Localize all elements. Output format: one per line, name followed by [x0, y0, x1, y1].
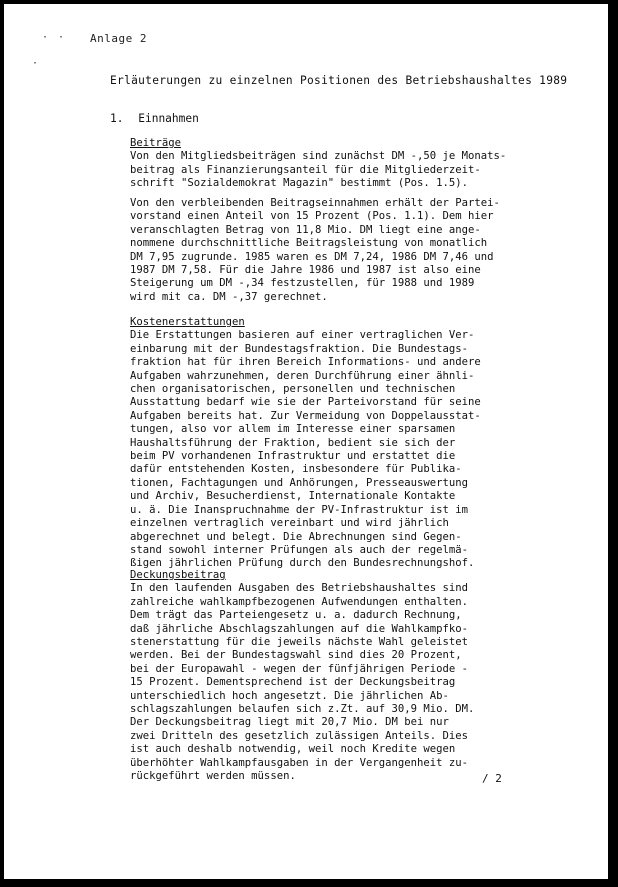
- text-line: Dem trägt das Parteiengesetz u. a. dadurch Rechnung,: [130, 609, 462, 622]
- text-line: wird mit ca. DM -,37 gerechnet.: [130, 290, 328, 303]
- paragraph-deckungsbeitrag: [130, 569, 555, 784]
- text-line: Von den verbleibenden Beitragseinnahmen erhält der Partei-: [130, 197, 500, 209]
- text-line: u. ä. Die Inanspruchnahme der PV-Infrastruktur ist im: [130, 503, 469, 516]
- text-line: daß jährliche Abschlagszahlungen auf die Wahlkampfko-: [130, 622, 469, 635]
- text-line: einzelnen vertraglich vereinbart und wird jährlich: [130, 517, 449, 530]
- section-heading: [110, 112, 199, 125]
- page-continuation-marker: / 2: [482, 772, 502, 785]
- text-line: tionen, Fachtagungen und Anhörungen, Presseauswertung: [130, 476, 469, 489]
- text-line: Von den Mitgliedsbeiträgen sind zunächst DM -,50 je Monats-: [130, 150, 507, 163]
- attachment-label: Anlage 2: [90, 32, 147, 45]
- text-line: DM 7,95 zugrunde. 1985 waren es DM 7,24, 1986 DM 7,46 und: [130, 250, 494, 263]
- paragraph-beitraege: [130, 137, 555, 191]
- text-line: stenerstattung für die jeweils nächste Wahl geleistet: [130, 636, 469, 649]
- text-line: Aufgaben wahrzunehmen, deren Durchführung einer ähnli-: [130, 369, 475, 382]
- text-line: veranschlagten Betrag von 11,8 Mio. DM liegt eine ange-: [130, 223, 481, 236]
- text-line: stand sowohl interner Prüfungen als auch der regelmä-: [130, 543, 469, 556]
- text-line: einbarung mit der Bundestagsfraktion. Die Bundestags-: [130, 342, 469, 355]
- text-line: schlagszahlungen belaufen sich z.Zt. auf 30,9 Mio. DM.: [130, 703, 475, 716]
- text-line: unterschiedlich hoch angesetzt. Die jährlichen Ab-: [130, 689, 449, 702]
- text-line: beitrag als Finanzierungsanteil für die Mitgliederzeit-: [130, 163, 481, 176]
- text-line: rückgeführt werden müssen.: [130, 770, 296, 783]
- text-line: bei der Europawahl - wegen der fünfjährigen Periode -: [130, 662, 469, 675]
- paragraph-beitragseinnahmen: [130, 197, 555, 304]
- text-line: Aufgaben bereits hat. Zur Vermeidung von Doppelausstat-: [130, 409, 481, 422]
- scan-border-right: [608, 0, 618, 887]
- text-line: schrift "Sozialdemokrat Magazin" bestimmt (Pos. 1.5).: [130, 177, 469, 190]
- text-line: nommene durchschnittliche Beitragsleistung von monatlich: [130, 237, 488, 250]
- text-line: beim PV vorhandenen Infrastruktur und erstattet die: [130, 450, 456, 463]
- document-page: [4, 4, 608, 879]
- text-line: vorstand einen Anteil von 15 Prozent (Pos. 1.1). Dem hier: [130, 210, 494, 223]
- text-line: überhöhter Wahlkampfausgaben in der Vergangenheit zu-: [130, 756, 469, 769]
- text-line: ist auch deshalb notwendig, weil noch Kredite wegen: [130, 743, 456, 756]
- text-line: tungen, also vor allem im Interesse einer sparsamen: [130, 423, 456, 436]
- paragraph-heading: Deckungsbeitrag: [130, 569, 226, 581]
- text-line: In den laufenden Ausgaben des Betriebshaushaltes sind: [130, 582, 469, 595]
- paragraph-heading: Kostenerstattungen: [130, 316, 245, 328]
- scan-speck: ·: [58, 32, 65, 43]
- document-title: Erläuterungen zu einzelnen Positionen des Betriebshaushaltes 1989: [110, 74, 568, 87]
- text-line: chen organisatorischen, personellen und technischen: [130, 383, 456, 396]
- text-line: fraktion hat für ihren Bereich Informations- und andere: [130, 356, 481, 369]
- text-line: Ausstattung bedarf wie sie der Parteivorstand für seine: [130, 396, 481, 409]
- text-line: 1987 DM 7,58. Für die Jahre 1986 und 1987 ist also eine: [130, 264, 481, 277]
- section-number: 1.: [110, 112, 124, 125]
- text-line: Haushaltsführung der Fraktion, bedient sie sich der: [130, 436, 456, 449]
- scan-speck: ·: [32, 58, 39, 69]
- paragraph-heading: Beiträge: [130, 137, 182, 149]
- scan-speck: ·: [42, 32, 49, 43]
- scan-border-bottom: [0, 879, 618, 887]
- text-line: zahlreiche wahlkampfbezogenen Aufwendungen enthalten.: [130, 595, 469, 608]
- text-line: werden. Bei der Bundestagswahl sind dies 20 Prozent,: [130, 649, 462, 662]
- text-line: dafür entstehenden Kosten, insbesondere für Publika-: [130, 463, 462, 476]
- text-line: Die Erstattungen basieren auf einer vertraglichen Ver-: [130, 329, 475, 342]
- section-label: Einnahmen: [138, 112, 199, 125]
- paragraph-kostenerstattungen: [130, 316, 555, 571]
- text-line: zwei Dritteln des gesetzlich zulässigen Anteils. Dies: [130, 729, 469, 742]
- text-line: abgerechnet und belegt. Die Abrechnungen sind Gegen-: [130, 530, 462, 543]
- text-line: 15 Prozent. Dementsprechend ist der Deckungsbeitrag: [130, 676, 456, 689]
- text-line: und Archiv, Besucherdienst, Internationale Kontakte: [130, 490, 456, 503]
- text-line: Der Deckungsbeitrag liegt mit 20,7 Mio. DM bei nur: [130, 716, 449, 729]
- text-line: ßigen jährlichen Prüfung durch den Bundesrechnungshof.: [130, 557, 475, 570]
- text-line: Steigerung um DM -,34 festzustellen, für 1988 und 1989: [130, 277, 475, 290]
